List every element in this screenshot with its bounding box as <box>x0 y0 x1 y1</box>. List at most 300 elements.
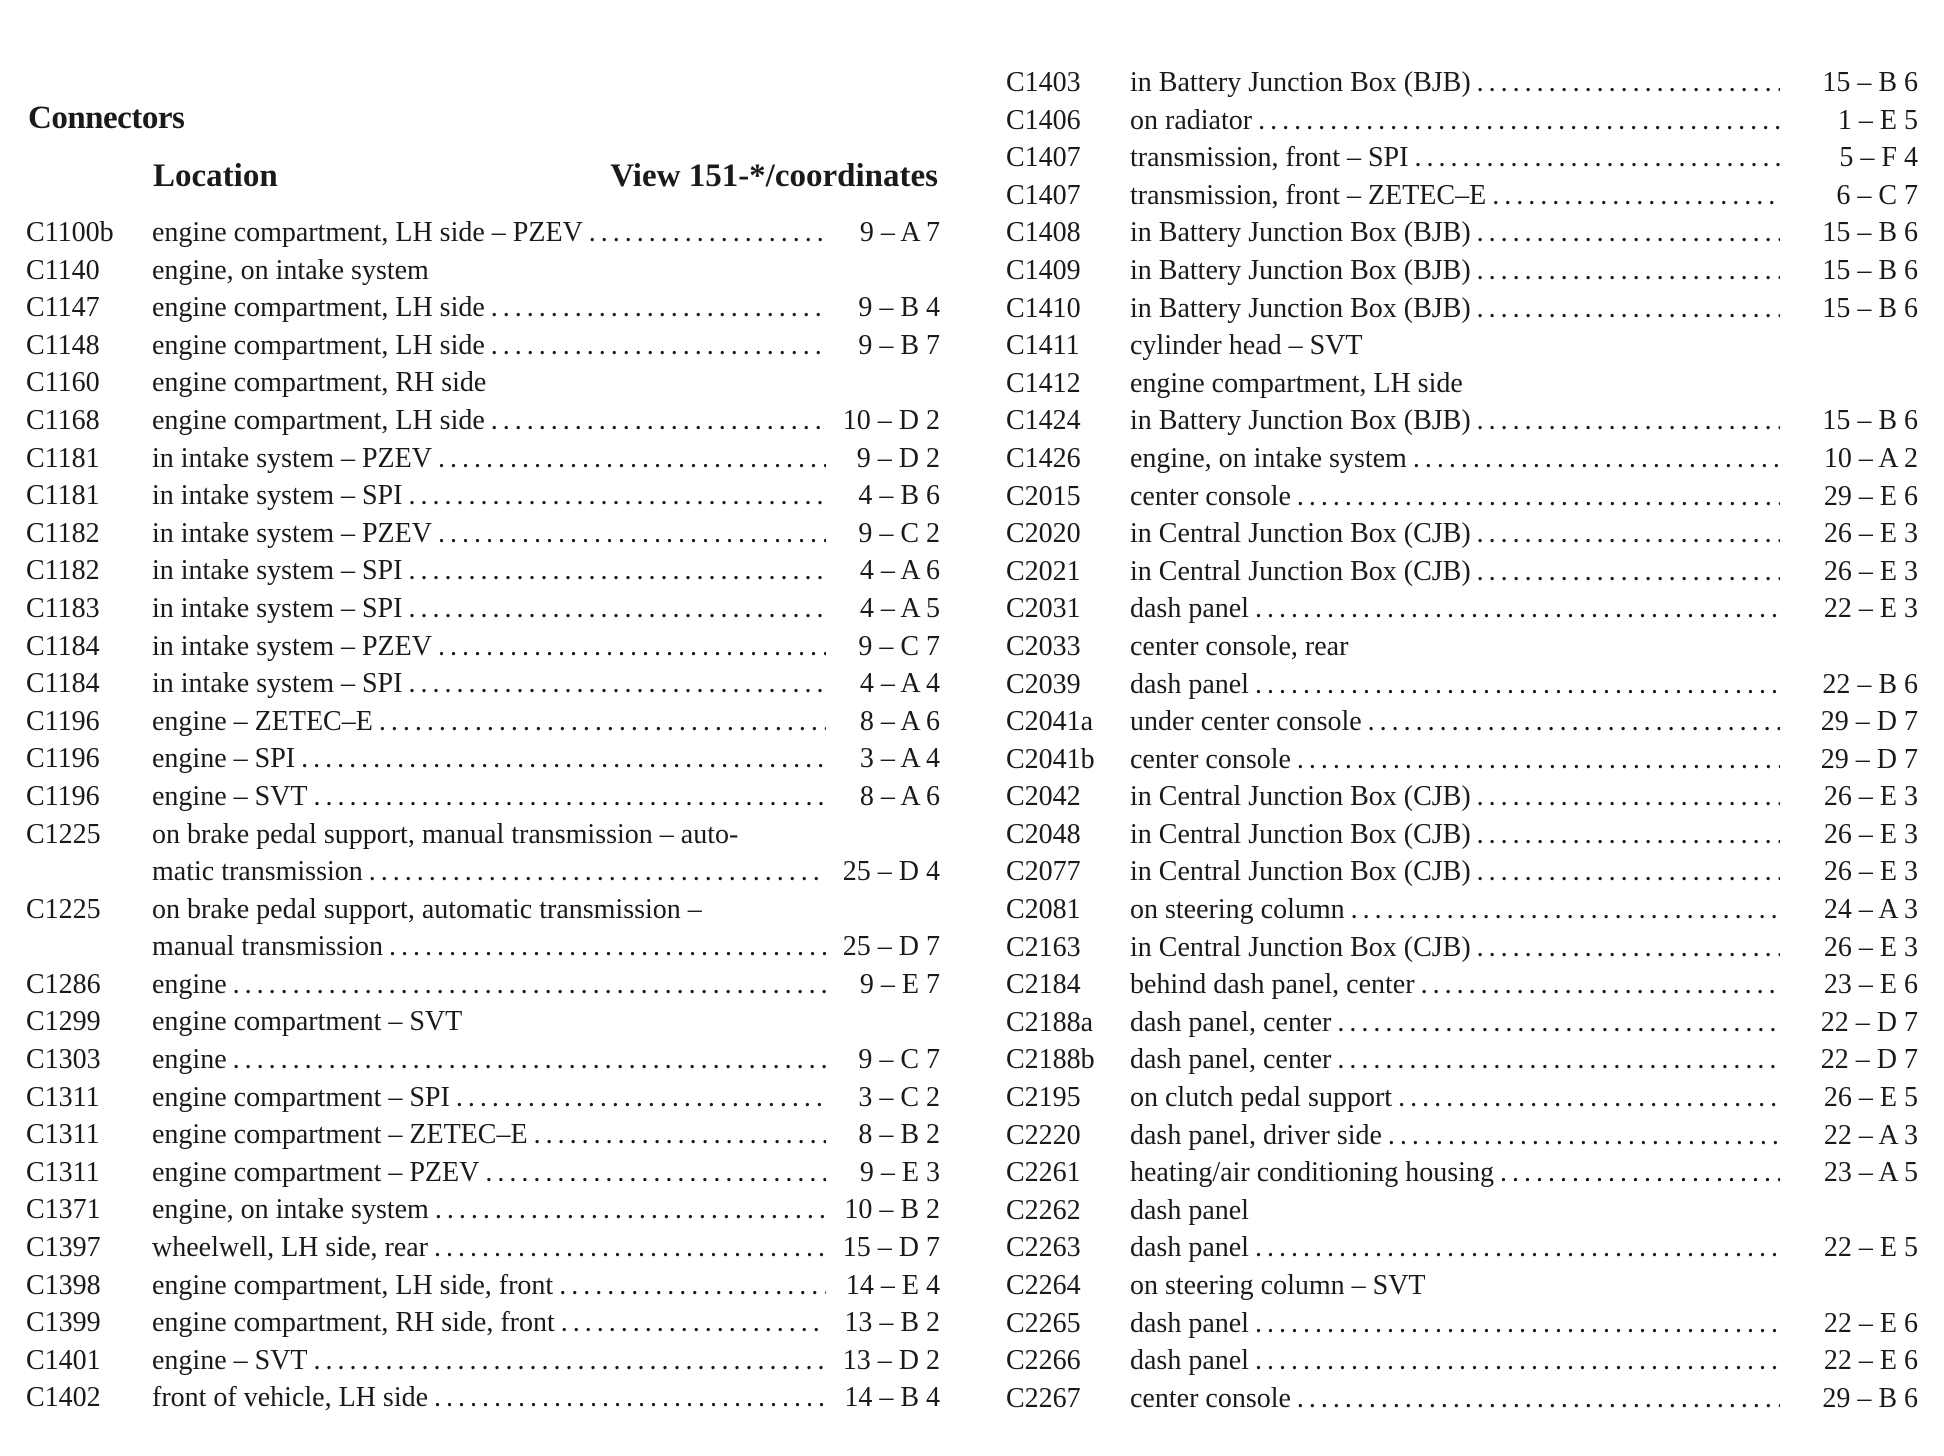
dot-leader <box>1398 1082 1780 1114</box>
connector-row <box>26 1270 940 1308</box>
connector-view-coordinates: 9 – E 3 <box>859 1156 940 1188</box>
connector-code: C1183 <box>26 592 100 624</box>
connector-location <box>152 819 826 851</box>
connector-view-coordinates: 22 – E 6 <box>1823 1307 1918 1339</box>
connector-location <box>152 1307 826 1339</box>
connector-location <box>152 555 826 587</box>
connector-location-text: engine – SVT <box>152 780 308 812</box>
dot-leader <box>435 1194 826 1226</box>
connector-view-coordinates: 4 – A 4 <box>859 668 940 700</box>
connector-row <box>1006 706 1918 744</box>
connector-location-text: dash panel <box>1130 1307 1249 1339</box>
connector-row <box>1006 856 1918 894</box>
dot-leader <box>408 668 826 700</box>
connector-view-coordinates: 9 – B 7 <box>858 329 940 361</box>
connector-code: C1140 <box>26 254 100 286</box>
connector-row <box>26 292 940 330</box>
dot-leader <box>561 1307 826 1339</box>
connector-row <box>26 443 940 481</box>
dot-leader <box>1388 1120 1780 1152</box>
connector-row <box>1006 443 1918 481</box>
connector-code: C2188b <box>1006 1044 1095 1076</box>
connector-view-coordinates: 26 – E 3 <box>1823 931 1918 963</box>
connector-code: C1407 <box>1006 179 1081 211</box>
dot-leader <box>1368 706 1780 738</box>
connector-view-coordinates: 15 – B 6 <box>1822 254 1918 286</box>
connector-row <box>1006 1232 1918 1270</box>
connector-location-text: manual transmission <box>152 931 383 963</box>
connector-location <box>1130 67 1780 99</box>
connector-location <box>152 593 826 625</box>
connector-location-text: engine compartment, LH side <box>152 292 485 324</box>
connector-location <box>1130 969 1780 1001</box>
connector-location <box>1130 894 1780 926</box>
connector-code: C2261 <box>1006 1157 1081 1189</box>
connector-view-coordinates: 26 – E 5 <box>1823 1082 1918 1114</box>
connector-location <box>1130 744 1780 776</box>
connector-location-text: dash panel <box>1130 1194 1249 1226</box>
connector-row <box>1006 405 1918 443</box>
connector-location <box>1130 669 1780 701</box>
connector-location-text: in intake system – PZEV <box>152 517 432 549</box>
connector-location <box>152 217 826 249</box>
connector-location <box>1130 142 1780 174</box>
dot-leader <box>1351 894 1780 926</box>
connector-location-text: in intake system – SPI <box>152 555 403 587</box>
connector-location-text: engine compartment, RH side <box>152 367 487 399</box>
dot-leader <box>434 1232 826 1264</box>
connector-code: C2041b <box>1006 743 1095 775</box>
connector-location <box>152 743 826 775</box>
connector-row <box>26 405 940 443</box>
connector-location <box>1130 105 1780 137</box>
connector-row <box>1006 781 1918 819</box>
connector-location <box>1130 593 1780 625</box>
connector-row <box>1006 180 1918 218</box>
connector-code: C2042 <box>1006 781 1081 813</box>
connector-location-text: engine compartment – SPI <box>152 1081 450 1113</box>
connector-location <box>1130 1007 1780 1039</box>
connector-row <box>26 330 940 368</box>
connector-location-text: in intake system – SPI <box>152 668 403 700</box>
connector-row <box>1006 894 1918 932</box>
connector-location <box>1130 518 1780 550</box>
connector-code: C1411 <box>1006 330 1080 362</box>
connector-location-text: engine compartment – SVT <box>152 1006 463 1038</box>
connector-code: C1182 <box>26 517 100 549</box>
connector-row <box>1006 481 1918 519</box>
connector-location <box>1130 706 1780 738</box>
dot-leader <box>456 1082 826 1114</box>
connector-code: C1196 <box>26 780 100 812</box>
connector-code: C1184 <box>26 668 100 700</box>
connector-location-text: dash panel, center <box>1130 1044 1332 1076</box>
dot-leader <box>1477 819 1780 851</box>
connector-code: C1311 <box>26 1156 100 1188</box>
connector-location <box>152 856 826 888</box>
connector-location <box>1130 1232 1780 1264</box>
connector-row <box>26 668 940 706</box>
connector-code: C1402 <box>26 1382 101 1414</box>
connector-location-text: transmission, front – ZETEC–E <box>1130 179 1487 211</box>
connector-code: C1148 <box>26 329 100 361</box>
connector-code: C2264 <box>1006 1270 1081 1301</box>
connector-view-coordinates: 22 – E 3 <box>1823 593 1918 625</box>
connector-row <box>26 1044 940 1082</box>
connector-location-text: on brake pedal support, manual transmission – auto- <box>152 818 739 850</box>
connector-row <box>26 1232 940 1270</box>
connector-location <box>1130 1082 1780 1114</box>
connector-row <box>1006 67 1918 105</box>
connector-location-text: in intake system – PZEV <box>152 442 432 474</box>
connector-code: C1406 <box>1006 104 1081 136</box>
connector-row <box>1006 819 1918 857</box>
connector-location-text: dash panel <box>1130 668 1249 700</box>
connector-code: C2220 <box>1006 1119 1081 1151</box>
connector-location <box>1130 443 1780 475</box>
connector-view-coordinates: 15 – B 6 <box>1822 67 1918 98</box>
connector-location <box>1130 781 1780 813</box>
connector-location-text: engine compartment, LH side <box>1130 367 1463 399</box>
connector-view-coordinates: 6 – C 7 <box>1836 179 1918 211</box>
connector-location <box>152 969 826 1001</box>
connector-location-text: engine – SVT <box>152 1344 308 1376</box>
dot-leader <box>301 743 826 775</box>
dot-leader <box>485 1157 826 1189</box>
connector-view-coordinates: 1 – E 5 <box>1837 104 1918 136</box>
connector-row <box>1006 631 1918 669</box>
connector-location <box>1130 1120 1780 1152</box>
connector-location-text: in intake system – SPI <box>152 592 403 624</box>
dot-leader <box>1255 1345 1780 1377</box>
connector-view-coordinates: 15 – D 7 <box>842 1232 940 1264</box>
connector-location-text: engine – ZETEC–E <box>152 705 373 737</box>
connector-code: C1196 <box>26 705 100 737</box>
left-connector-list <box>26 217 940 1420</box>
dot-leader <box>408 593 826 625</box>
connector-view-coordinates: 14 – E 4 <box>845 1269 940 1301</box>
connector-location-text: engine compartment, LH side, front <box>152 1269 554 1301</box>
connector-location <box>1130 631 1780 663</box>
connector-row <box>1006 932 1918 970</box>
dot-leader <box>408 555 826 587</box>
connector-view-coordinates: 9 – C 2 <box>858 517 940 549</box>
connector-code: C2163 <box>1006 931 1081 963</box>
connector-row <box>1006 1120 1918 1158</box>
dot-leader <box>1421 969 1780 1001</box>
connector-row <box>1006 518 1918 556</box>
connector-code: C2048 <box>1006 818 1081 850</box>
dot-leader <box>559 1270 826 1302</box>
connector-code: C1100b <box>26 217 114 248</box>
dot-leader <box>233 969 826 1001</box>
connector-code: C1371 <box>26 1194 101 1226</box>
connector-row <box>26 631 940 669</box>
view-column-header: View 151-*/coordinates <box>610 158 938 194</box>
connector-view-coordinates: 5 – F 4 <box>1839 142 1918 174</box>
connector-view-coordinates: 8 – A 6 <box>859 705 940 737</box>
connector-location-text: in Battery Junction Box (BJB) <box>1130 254 1471 286</box>
connector-location-text: engine compartment, LH side <box>152 404 485 436</box>
connector-row <box>1006 1157 1918 1195</box>
connector-view-coordinates: 26 – E 3 <box>1823 856 1918 888</box>
connector-view-coordinates: 9 – C 7 <box>858 1044 940 1076</box>
connector-location-text: engine, on intake system <box>1130 442 1407 474</box>
connector-location <box>1130 293 1780 325</box>
dot-leader <box>1413 443 1780 475</box>
connector-location-text: on clutch pedal support <box>1130 1082 1393 1114</box>
connector-location <box>152 1157 826 1189</box>
connector-location <box>1130 856 1780 888</box>
connector-view-coordinates: 25 – D 7 <box>842 931 940 963</box>
connector-location-text: wheelwell, LH side, rear <box>152 1232 428 1264</box>
connector-location <box>1130 1270 1780 1302</box>
connector-location <box>152 894 826 926</box>
connector-code: C1182 <box>26 555 100 587</box>
connector-row <box>1006 293 1918 331</box>
connector-location <box>1130 405 1780 437</box>
connector-location <box>1130 932 1780 964</box>
dot-leader <box>438 631 826 663</box>
dot-leader <box>438 443 826 475</box>
connector-code: C2263 <box>1006 1232 1081 1264</box>
connector-location-text: dash panel, center <box>1130 1006 1332 1038</box>
dot-leader <box>379 706 826 738</box>
connector-view-coordinates: 22 – E 5 <box>1823 1232 1918 1264</box>
dot-leader <box>534 1119 826 1151</box>
connector-view-coordinates: 14 – B 4 <box>844 1382 940 1414</box>
connector-location-text: in Battery Junction Box (BJB) <box>1130 67 1471 98</box>
dot-leader <box>1258 105 1780 137</box>
dot-leader <box>1477 293 1780 325</box>
dot-leader <box>1477 932 1780 964</box>
connector-location-text: in Central Junction Box (CJB) <box>1130 818 1471 850</box>
connector-location-text: engine compartment, LH side – PZEV <box>152 217 583 248</box>
connector-code: C2077 <box>1006 856 1081 888</box>
dot-leader <box>491 292 826 324</box>
connector-code: C2033 <box>1006 630 1081 662</box>
connector-row <box>1006 1195 1918 1233</box>
connector-location <box>152 1270 826 1302</box>
connector-code: C1401 <box>26 1344 101 1376</box>
connector-view-coordinates: 15 – B 6 <box>1822 405 1918 437</box>
connector-location-text: heating/air conditioning housing <box>1130 1157 1494 1189</box>
connector-row <box>1006 669 1918 707</box>
connector-location <box>152 1082 826 1114</box>
dot-leader <box>1414 142 1780 174</box>
connector-location-text: engine, on intake system <box>152 254 429 286</box>
connector-location-text: in Central Junction Box (CJB) <box>1130 555 1471 587</box>
dot-leader <box>1477 405 1780 437</box>
connector-row <box>26 781 940 819</box>
connector-row <box>1006 368 1918 406</box>
dot-leader <box>1255 1232 1780 1264</box>
connector-row <box>1006 142 1918 180</box>
connector-view-coordinates: 22 – B 6 <box>1822 668 1918 700</box>
connector-view-coordinates: 26 – E 3 <box>1823 518 1918 550</box>
connector-location <box>152 292 826 324</box>
page-title: Connectors <box>28 100 185 136</box>
connector-location-text: dash panel <box>1130 1232 1249 1264</box>
dot-leader <box>1337 1044 1780 1076</box>
connector-code: C2020 <box>1006 518 1081 550</box>
connector-view-coordinates: 26 – E 3 <box>1823 818 1918 850</box>
connector-view-coordinates: 8 – A 6 <box>859 780 940 812</box>
connector-location-text: in Central Junction Box (CJB) <box>1130 856 1471 888</box>
connector-view-coordinates: 13 – B 2 <box>844 1307 940 1339</box>
connector-location-text: dash panel <box>1130 593 1249 625</box>
connector-code: C1311 <box>26 1081 100 1113</box>
connector-code: C1409 <box>1006 254 1081 286</box>
connector-location-text: in Battery Junction Box (BJB) <box>1130 292 1471 324</box>
connector-row <box>26 819 940 857</box>
connector-view-coordinates: 26 – E 3 <box>1823 555 1918 587</box>
connector-code: C1168 <box>26 404 100 436</box>
connector-location <box>152 1382 826 1414</box>
connector-location-text: engine compartment, LH side <box>152 329 485 361</box>
connector-view-coordinates: 9 – A 7 <box>859 217 940 248</box>
connector-view-coordinates: 29 – D 7 <box>1820 743 1918 775</box>
connector-code: C1424 <box>1006 405 1081 437</box>
dot-leader <box>1492 180 1780 212</box>
connector-location <box>1130 481 1780 513</box>
connector-location <box>1130 1308 1780 1340</box>
connector-view-coordinates: 9 – D 2 <box>856 442 940 474</box>
connector-view-coordinates: 26 – E 3 <box>1823 781 1918 813</box>
dot-leader <box>1337 1007 1780 1039</box>
connector-code: C1412 <box>1006 367 1081 399</box>
dot-leader <box>1477 556 1780 588</box>
connector-row <box>26 1382 940 1420</box>
connector-location-text: dash panel, driver side <box>1130 1119 1382 1151</box>
connector-view-coordinates: 22 – E 6 <box>1823 1345 1918 1377</box>
connector-row <box>1006 1007 1918 1045</box>
connector-location <box>152 1194 826 1226</box>
connector-location <box>152 518 826 550</box>
connector-code: C2195 <box>1006 1082 1081 1114</box>
connector-location-text: on brake pedal support, automatic transmission – <box>152 893 702 925</box>
connector-location <box>152 367 826 399</box>
connector-location-text: transmission, front – SPI <box>1130 142 1409 174</box>
connector-row <box>1006 744 1918 782</box>
connector-location-text: front of vehicle, LH side <box>152 1382 429 1414</box>
connector-location-text: center console <box>1130 480 1291 512</box>
dot-leader <box>1297 481 1780 513</box>
connector-location <box>152 1044 826 1076</box>
connector-code: C2188a <box>1006 1006 1094 1038</box>
connector-view-coordinates: 15 – B 6 <box>1822 217 1918 249</box>
connector-location-text: behind dash panel, center <box>1130 969 1415 1001</box>
connector-row <box>26 555 940 593</box>
connector-row <box>1006 217 1918 255</box>
connector-location-text: matic transmission <box>152 856 363 888</box>
connector-location-text: in Central Junction Box (CJB) <box>1130 931 1471 963</box>
connector-code: C1225 <box>26 818 101 850</box>
connector-row <box>1006 1270 1918 1308</box>
connector-code: C1147 <box>26 292 100 324</box>
connector-code: C2031 <box>1006 593 1081 625</box>
connector-row <box>26 706 940 744</box>
dot-leader <box>1477 67 1780 99</box>
dot-leader <box>1255 669 1780 701</box>
connector-row <box>26 1006 940 1044</box>
connector-view-coordinates: 22 – A 3 <box>1823 1119 1918 1151</box>
connector-row <box>1006 556 1918 594</box>
connector-view-coordinates: 4 – B 6 <box>858 480 940 512</box>
connector-view-coordinates: 9 – E 7 <box>859 968 940 1000</box>
dot-leader <box>1477 781 1780 813</box>
connector-view-coordinates: 4 – A 5 <box>859 592 940 624</box>
connector-location <box>1130 1383 1780 1415</box>
connector-code: C1160 <box>26 367 100 399</box>
connector-location <box>152 631 826 663</box>
connector-row <box>26 743 940 781</box>
connector-view-coordinates: 29 – E 6 <box>1823 480 1918 512</box>
connector-row <box>26 518 940 556</box>
dot-leader <box>389 931 826 963</box>
connector-code: C1408 <box>1006 217 1081 249</box>
connector-row <box>26 1082 940 1120</box>
dot-leader <box>1477 856 1780 888</box>
connector-row <box>26 1194 940 1232</box>
connector-location <box>152 1232 826 1264</box>
connector-view-coordinates: 3 – A 4 <box>859 743 940 775</box>
connector-location-text: in intake system – PZEV <box>152 630 432 662</box>
connector-code: C1181 <box>26 442 100 474</box>
connector-code: C2021 <box>1006 555 1081 587</box>
dot-leader <box>434 1382 826 1414</box>
connector-location <box>1130 1044 1780 1076</box>
connector-code: C1403 <box>1006 67 1081 98</box>
connector-location <box>152 1119 826 1151</box>
connector-row <box>26 480 940 518</box>
connector-code: C1398 <box>26 1269 101 1301</box>
dot-leader <box>314 781 826 813</box>
connector-location <box>152 480 826 512</box>
connector-row <box>26 1345 940 1383</box>
dot-leader <box>408 480 826 512</box>
connector-code: C1399 <box>26 1307 101 1339</box>
connector-location <box>152 931 826 963</box>
location-column-header: Location <box>153 158 278 194</box>
connector-view-coordinates: 29 – D 7 <box>1820 706 1918 738</box>
connector-location <box>1130 1195 1780 1227</box>
connector-code: C2265 <box>1006 1307 1081 1339</box>
connector-view-coordinates: 22 – D 7 <box>1820 1044 1918 1076</box>
connector-view-coordinates: 25 – D 4 <box>842 856 940 888</box>
connector-location-text: in intake system – SPI <box>152 480 403 512</box>
connector-code: C1299 <box>26 1006 101 1038</box>
connector-location-text: on steering column – SVT <box>1130 1270 1426 1301</box>
connector-row <box>26 1119 940 1157</box>
connector-location <box>1130 1345 1780 1377</box>
right-connector-list <box>1006 67 1918 1420</box>
connector-location-text: in Central Junction Box (CJB) <box>1130 781 1471 813</box>
connector-location-text: engine – SPI <box>152 743 296 775</box>
connector-view-coordinates: 23 – E 6 <box>1823 969 1918 1001</box>
connector-code: C1311 <box>26 1119 100 1151</box>
connector-location <box>1130 556 1780 588</box>
connector-code: C1397 <box>26 1232 101 1264</box>
connector-location-text: engine, on intake system <box>152 1194 429 1226</box>
dot-leader <box>438 518 826 550</box>
connector-row <box>1006 255 1918 293</box>
connector-code: C2266 <box>1006 1345 1081 1377</box>
connector-location <box>152 1006 826 1038</box>
dot-leader <box>233 1044 826 1076</box>
connector-row <box>26 969 940 1007</box>
connector-row <box>1006 1044 1918 1082</box>
